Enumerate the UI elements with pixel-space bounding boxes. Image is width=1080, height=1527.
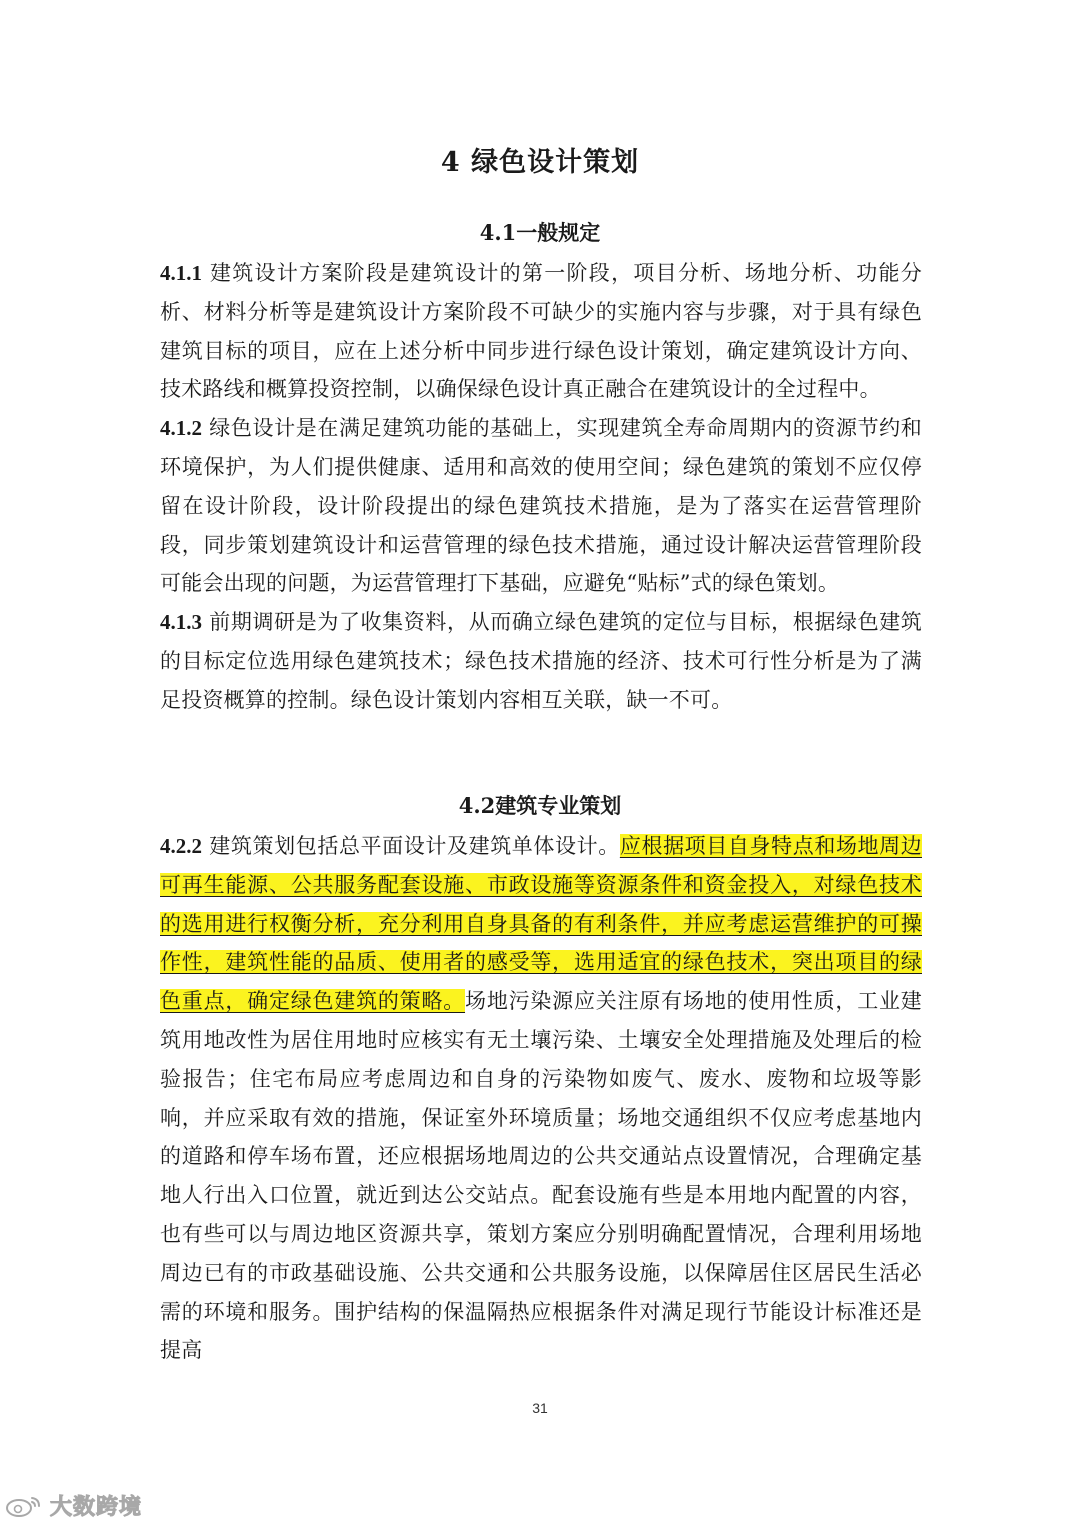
clause-number: 4.2.2 (160, 834, 202, 858)
clause-number: 4.1.2 (160, 416, 202, 441)
section-title-4-2: 4.2建筑专业策划 (458, 793, 622, 818)
clause-4-2-2 (160, 827, 922, 1370)
highlighted-text: 应根据项目自身特点和场地周边可再生能源、公共服务配套设施、市政设施等资源条件和资金投入，对绿色技术的选用进行权衡分析，充分利用自身具备的有利条件，并应考虑运营维护的可操作性，建筑性能的品质、使用者的感受等，选用适宜的绿色技术，突出项目的绿色重点，确定绿色建筑的策略。 (160, 834, 922, 1014)
clause-number: 4.1.1 (160, 261, 202, 285)
clause-text: 建筑设计方案阶段是建筑设计的第一阶段，项目分析、场地分析、功能分析、材料分析等是建筑设计方案阶段不可缺少的实施内容与步骤，对于具有绿色建筑目标的项目，应在上述分析中同步进行绿色设计策划，确定建筑设计方向、技术路线和概算投资控制，以确保绿色设计真正融合在建筑设计的全过程中。 (160, 261, 922, 402)
watermark-text: 大数跨境 (50, 1495, 143, 1520)
weibo-logo-icon (4, 1494, 44, 1518)
clause-text-after: 场地污染源应关注原有场地的使用性质，工业建筑用地改性为居住用地时应核实有无土壤污染、土壤安全处理措施及处理后的检验报告；住宅布局应考虑周边和自身的污染物如废气、废水、废物和垃圾等影响，并应采取有效的措施，保证室外环境质量；场地交通组织不仅应考虑基地内的道路和停车场布置，还应根据场地周边的公共交通站点设置情况，合理确定基地人行出入口位置，就近到达公交站点。配套设施有些是本用地内配置的内容，也有些可以与周边地区资源共享，策划方案应分别明确配置情况，合理利用场地周边已有的市政基础设施、公共交通和公共服务设施，以保障居住区居民生活必需的环境和服务。围护结构的保温隔热应根据条件对满足现行节能设计标准还是提高 (160, 989, 922, 1363)
clause-4-1-1 (160, 254, 922, 409)
section-body-4-2 (160, 827, 922, 1370)
page-number: 31 (532, 1400, 548, 1416)
section-body-4-1 (160, 254, 922, 720)
clause-4-1-3 (160, 603, 922, 719)
clause-number: 4.1.3 (160, 610, 202, 635)
clause-text: 前期调研是为了收集资料，从而确立绿色建筑的定位与目标，根据绿色建筑的目标定位选用绿色建筑技术；绿色技术措施的经济、技术可行性分析是为了满足投资概算的控制。绿色设计策划内容相互关联，缺一不可。 (160, 610, 922, 712)
clause-text-before: 建筑策划包括总平面设计及建筑单体设计。 (202, 834, 620, 858)
clause-text: 绿色设计是在满足建筑功能的基础上，实现建筑全寿命周期内的资源节约和环境保护，为人们提供健康、适用和高效的使用空间；绿色建筑的策划不应仅停留在设计阶段，设计阶段提出的绿色建筑技术措施，是为了落实在运营管理阶段，同步策划建筑设计和运营管理的绿色技术措施，通过设计解决运营管理阶段可能会出现的问题，为运营管理打下基础，应避免“贴标”式的绿色策划。 (160, 416, 922, 596)
clause-4-1-2 (160, 409, 922, 603)
chapter-title: 4 绿色设计策划 (440, 147, 640, 178)
watermark (4, 1490, 142, 1521)
section-title-4-1: 4.1一般规定 (479, 220, 601, 245)
